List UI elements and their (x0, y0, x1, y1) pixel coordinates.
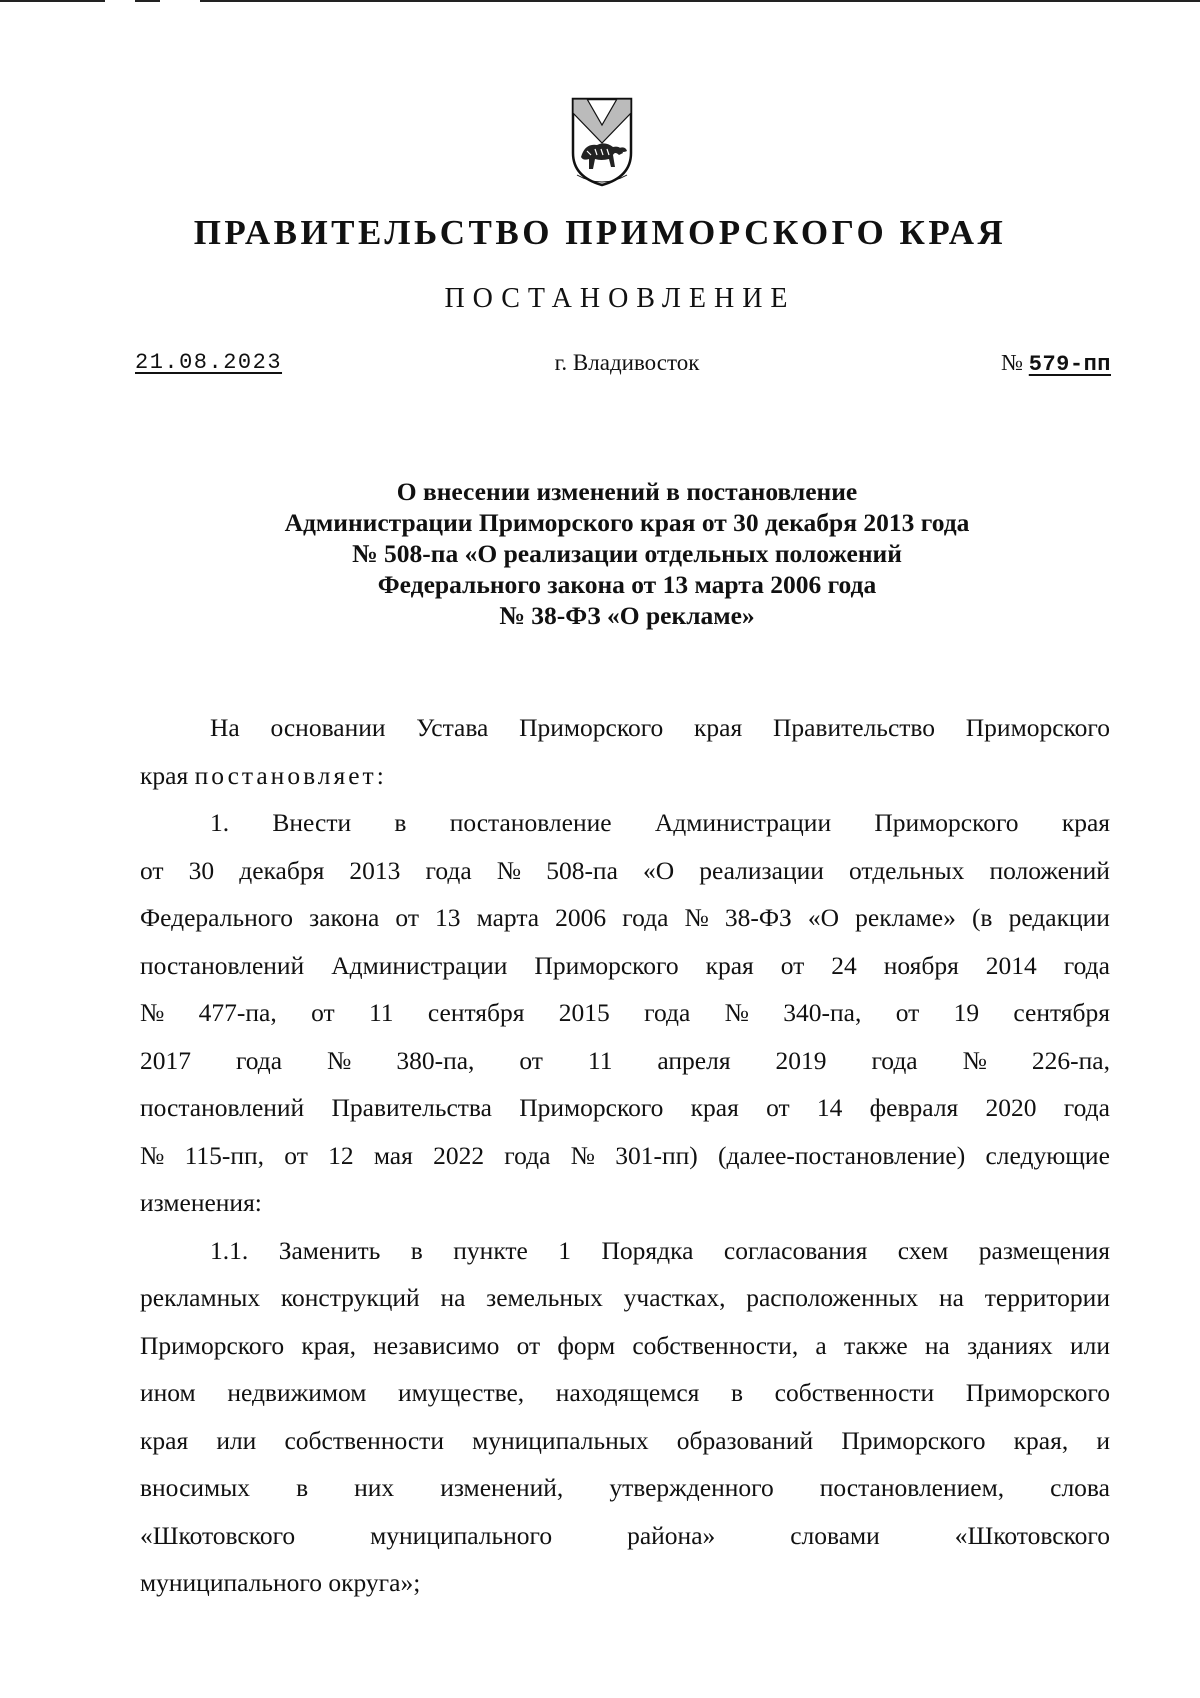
word: территории (984, 1283, 1110, 1312)
word: собственности, (632, 1330, 799, 1360)
word: года (871, 1045, 918, 1075)
word: марта (476, 903, 540, 932)
word: размещения (978, 1235, 1110, 1265)
word: независимо (373, 1330, 500, 1360)
word: 2019 (775, 1045, 827, 1075)
word: декабря (239, 855, 325, 885)
word: 1 (558, 1235, 572, 1265)
word: муниципального (370, 1520, 553, 1550)
document-number (1001, 350, 1111, 377)
word: края (705, 950, 754, 980)
word: имуществе, (398, 1378, 525, 1407)
word: основании (270, 713, 386, 742)
word: 508-па (546, 855, 618, 885)
word: рекламе» (855, 903, 956, 932)
item1-line (140, 942, 1110, 990)
document-city: г. Владивосток (554, 350, 700, 375)
word: образований (676, 1425, 814, 1455)
preamble-line (140, 704, 1110, 752)
item11-line (140, 1274, 1110, 1322)
item1-line (140, 1084, 1110, 1132)
word: года (1063, 950, 1110, 980)
word: 12 (328, 1140, 354, 1170)
word: 380-па, (396, 1045, 475, 1075)
word: также (843, 1330, 908, 1360)
item1-line (140, 894, 1110, 942)
word: 477-па, (198, 998, 277, 1027)
word: Приморского (534, 950, 679, 980)
word: реализации (699, 855, 824, 885)
item1-line (140, 1179, 1110, 1227)
word: расположенных (746, 1283, 919, 1312)
word: 301-пп) (615, 1140, 698, 1170)
word: 38-ФЗ (724, 903, 792, 932)
word: в (394, 808, 407, 837)
number-value: 579-пп (1028, 352, 1111, 377)
word: 11 (587, 1045, 613, 1075)
word: «Шкотовского (140, 1520, 296, 1550)
word: 340-па, (783, 998, 862, 1027)
word: слова (1050, 1473, 1110, 1502)
word: сентября (427, 998, 525, 1027)
word: 2006 (555, 903, 607, 932)
document-subject (0, 476, 1200, 631)
word: № (496, 855, 522, 885)
word: изменений, (440, 1473, 564, 1502)
word: собственности (774, 1378, 935, 1407)
word: в (731, 1378, 744, 1407)
word: сентября (1013, 998, 1110, 1027)
word: 1.1. (210, 1235, 249, 1265)
item11-line (140, 1227, 1110, 1275)
word: Приморского (874, 808, 1019, 837)
word: вносимых (140, 1473, 251, 1502)
word: в (410, 1235, 423, 1265)
item1-line (140, 989, 1110, 1037)
word: постановлением, (819, 1473, 1005, 1502)
word: Устава (416, 713, 489, 742)
word: года (622, 903, 669, 932)
word: на (939, 1283, 964, 1312)
word: от (516, 1330, 541, 1360)
word: года (504, 1140, 551, 1170)
word: 2022 (433, 1140, 485, 1170)
word: муниципальных (472, 1425, 649, 1455)
item1-line (140, 847, 1110, 895)
word: 13 (435, 903, 461, 932)
word: постановлений (140, 950, 305, 980)
word: (в (971, 903, 993, 932)
word: постановление (449, 808, 612, 837)
word: отдельных (848, 855, 965, 885)
word: рекламных (140, 1283, 261, 1312)
subject-line: № 38-ФЗ «О рекламе» (499, 601, 755, 630)
preamble-decree-word: постановляет: (194, 760, 387, 790)
word: земельных (486, 1283, 603, 1312)
word: от (766, 1093, 790, 1122)
word: Заменить (278, 1235, 381, 1265)
word: «Шкотовского (954, 1520, 1110, 1550)
word: края (1061, 808, 1110, 837)
word: Администрации (654, 808, 832, 837)
item11-line (140, 1369, 1110, 1417)
word: № (724, 998, 749, 1027)
word: «О (643, 855, 675, 885)
word: района» (627, 1520, 716, 1550)
item11-line (140, 1559, 1110, 1607)
word: № (684, 903, 709, 932)
word: участках, (623, 1283, 726, 1312)
word: 2020 (985, 1093, 1037, 1122)
word: № (570, 1140, 596, 1170)
word: в (296, 1473, 309, 1502)
item1-line (140, 1132, 1110, 1180)
word: апреля (657, 1045, 731, 1075)
word: 11 (368, 998, 394, 1027)
word: 2015 (558, 998, 610, 1027)
coat-of-arms-icon (567, 91, 637, 187)
word: согласования (723, 1235, 868, 1265)
word: № (140, 1140, 165, 1170)
word: или (216, 1425, 257, 1455)
word: края, (1013, 1425, 1069, 1455)
preamble-word: края (140, 760, 189, 790)
word: февраля (869, 1093, 959, 1122)
word: следующие (985, 1140, 1110, 1170)
word: Приморского (965, 1378, 1110, 1407)
document-date: 21.08.2023 (135, 350, 283, 375)
word: от (519, 1045, 543, 1075)
word: Внести (272, 808, 352, 837)
word: 2013 (349, 855, 401, 885)
item11-line (140, 1512, 1110, 1560)
word: на (924, 1330, 950, 1360)
word: положений (989, 855, 1110, 885)
word: 14 (816, 1093, 843, 1122)
word: них (354, 1473, 395, 1502)
word: или (1069, 1330, 1110, 1360)
word: Порядка (601, 1235, 694, 1265)
word: Федерального (140, 903, 294, 932)
document-body (140, 704, 1110, 1607)
subject-line: О внесении изменений в постановление (396, 477, 858, 506)
word: закона (309, 903, 380, 932)
word: мая (373, 1140, 413, 1170)
word: года (1063, 1093, 1110, 1122)
scan-edge-gap (160, 0, 200, 2)
item11-line (140, 1417, 1110, 1465)
item1-line (140, 799, 1110, 847)
word: № (962, 1045, 987, 1075)
word: года (235, 1045, 283, 1075)
scan-edge-gap (105, 0, 135, 2)
subject-line: Администрации Приморского края от 30 декабря 2013 года (284, 508, 970, 537)
word: Приморского (841, 1425, 986, 1455)
word: Приморского (519, 1093, 664, 1122)
government-title: ПРАВИТЕЛЬСТВО ПРИМОРСКОГО КРАЯ (193, 213, 1007, 252)
word: ином (140, 1378, 196, 1407)
word: постановлений (140, 1093, 305, 1122)
word: 1. (210, 808, 230, 837)
word: ноября (883, 950, 959, 980)
word: края, (301, 1330, 356, 1360)
word: 2014 (985, 950, 1037, 980)
item11-line (140, 1464, 1110, 1512)
word: 2017 (140, 1045, 191, 1075)
word: «О (807, 903, 840, 932)
word: 30 (188, 855, 215, 885)
word: схем (897, 1235, 949, 1265)
word: зданиях (967, 1330, 1053, 1360)
item11-line (140, 1322, 1110, 1370)
word: 115-пп, (184, 1140, 265, 1170)
preamble-line (140, 752, 1110, 800)
word: форм (557, 1330, 616, 1360)
word: Правительства (331, 1093, 492, 1122)
word: от (284, 1140, 308, 1170)
word: (далее-постановление) (718, 1140, 966, 1170)
word: на (440, 1283, 466, 1312)
word: № (327, 1045, 352, 1075)
word: от (395, 903, 419, 932)
word: края (694, 713, 743, 742)
word: утвержденного (609, 1473, 774, 1502)
word: Правительство (772, 713, 936, 742)
number-prefix: № (1001, 350, 1024, 375)
subject-line: Федерального закона от 13 марта 2006 года (377, 570, 877, 599)
word: от (780, 950, 805, 980)
word: словами (790, 1520, 880, 1550)
word: Администрации (331, 950, 508, 980)
item11-last-text: муниципального округа»; (140, 1568, 421, 1597)
word: года (425, 855, 472, 885)
word: года (644, 998, 691, 1027)
word: Приморского (965, 713, 1110, 742)
document-type: ПОСТАНОВЛЕНИЕ (444, 283, 796, 314)
word: пункте (453, 1235, 528, 1265)
word: от (140, 855, 164, 885)
word: собственности (284, 1425, 444, 1455)
word: конструкций (280, 1283, 420, 1312)
word: Приморского (140, 1330, 285, 1360)
word: находящемся (555, 1378, 700, 1407)
word: а (815, 1330, 827, 1360)
word: от (895, 998, 920, 1027)
word: недвижимом (227, 1378, 367, 1407)
word: края (140, 1425, 189, 1455)
word: На (210, 713, 240, 742)
word: 226-па, (1031, 1045, 1110, 1075)
item1-last-text: изменения: (140, 1188, 262, 1217)
word: и (1096, 1425, 1110, 1455)
word: 19 (953, 998, 980, 1027)
word: края (690, 1093, 739, 1122)
word: от (311, 998, 335, 1027)
word: 24 (831, 950, 857, 980)
word: № (140, 998, 165, 1027)
word: Приморского (519, 713, 664, 742)
word: редакции (1008, 903, 1110, 932)
subject-line: № 508-па «О реализации отдельных положений (352, 539, 902, 568)
item1-line (140, 1037, 1110, 1085)
